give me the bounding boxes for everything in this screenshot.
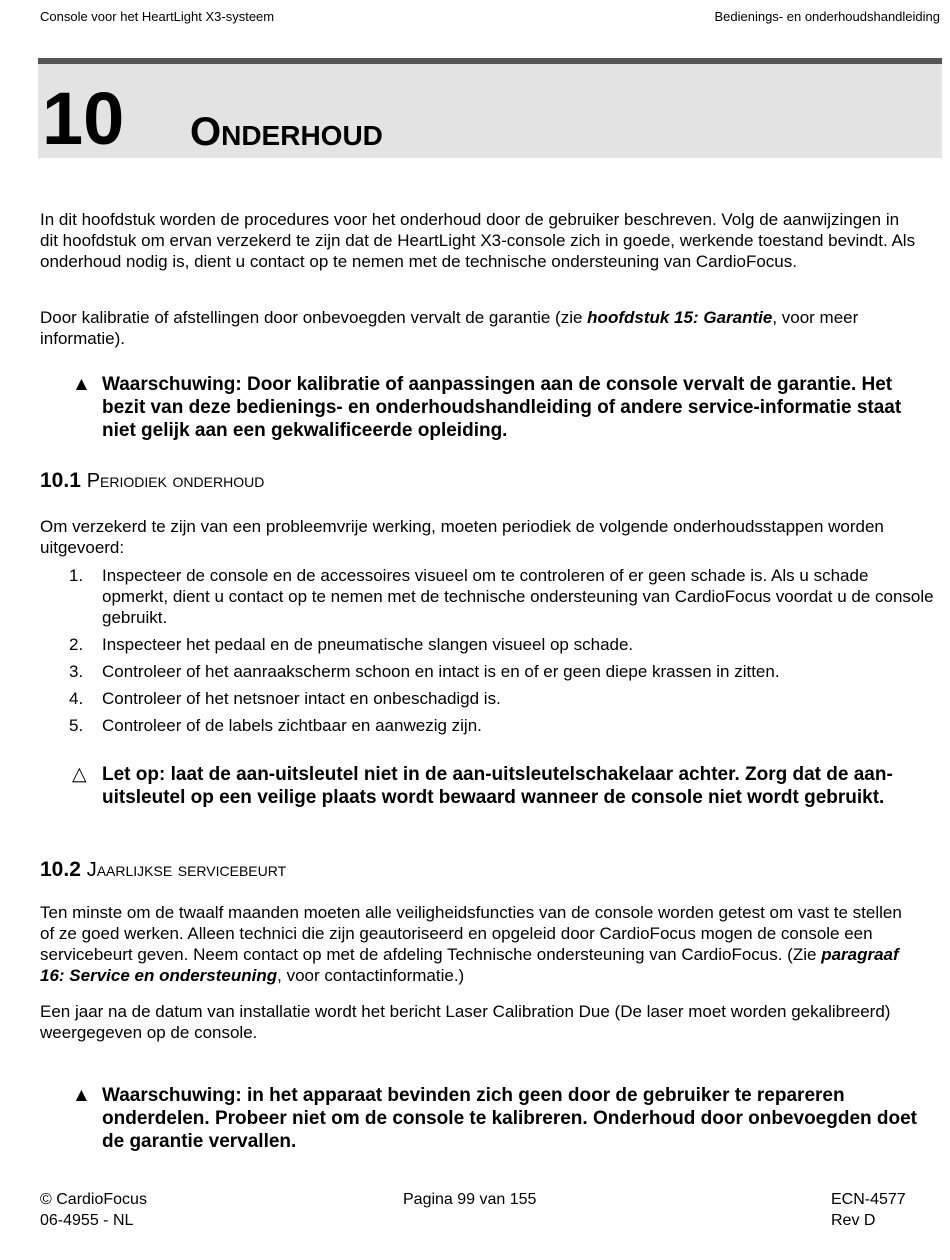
- section-1-intro: Om verzekerd te zijn van een probleemvrije werking, moeten periodiek de volgende onderhoudsstappen worden uitgevoerd:: [40, 517, 884, 557]
- warning-text-2: Waarschuwing: in het apparaat bevinden zich geen door de gebruiker te repareren onderdelen. Probeer niet om de console te kalibreren. Onderhoud door onbevoegden doet de garantie vervallen.: [102, 1085, 918, 1152]
- running-header-left: Console voor het HeartLight X3-systeem: [40, 9, 275, 24]
- page-number: Pagina 99 van 155: [403, 1191, 537, 1208]
- chapter-title: Onderhoud: [190, 110, 383, 154]
- revision: Rev D: [831, 1212, 876, 1229]
- section-heading-10-1: [40, 469, 264, 493]
- warning-box-2: [40, 1084, 935, 1153]
- warning-box-1: [40, 373, 935, 442]
- caution-box: [40, 763, 935, 809]
- footer-right: [831, 1189, 906, 1231]
- list-item-number: 5.: [69, 716, 84, 735]
- list-item: [40, 661, 935, 682]
- section-title: Jaarlijkse servicebeurt: [86, 859, 287, 881]
- caution-triangle-icon: △: [72, 764, 87, 785]
- document-number: 06-4955 - NL: [40, 1212, 134, 1229]
- list-item: [40, 688, 935, 709]
- section-2-paragraph-2: Een jaar na de datum van installatie wordt het bericht Laser Calibration Due (De laser moet worden gekalibreerd) weergegeven op de console.: [40, 1002, 891, 1042]
- section-title: Periodiek onderhoud: [86, 470, 265, 492]
- chapter-heading-band: [38, 58, 942, 158]
- list-item-text: Controleer of het aanraakscherm schoon en intact is en of er geen diepe krassen in zitten.: [102, 662, 780, 681]
- section-heading-10-2: [40, 858, 286, 882]
- list-item-number: 4.: [69, 689, 84, 708]
- footer-left: [40, 1189, 147, 1231]
- intro-paragraph-1: In dit hoofdstuk worden de procedures voor het onderhoud door de gebruiker beschreven. Volg de aanwijzingen in dit hoofdstuk om ervan verzekerd te zijn dat de HeartLight X3-console zich in goede, werkende toestand bevindt. Als onderhoud nodig is, dient u contact op te nemen met de technische ondersteuning van CardioFocus.: [40, 210, 916, 271]
- list-item: [40, 715, 935, 736]
- chapter-number: 10: [42, 77, 125, 160]
- list-item-number: 1.: [69, 566, 84, 585]
- list-item: [40, 565, 935, 628]
- running-header-right: Bedienings- en onderhoudshandleiding: [714, 9, 940, 24]
- warning-text-1: Waarschuwing: Door kalibratie of aanpassingen aan de console vervalt de garantie. Het bezit van deze bedienings- en onderhoudshandleiding of andere service-informatie staat niet gelijk aan een gekwalificeerde opleiding.: [102, 374, 902, 441]
- intro-paragraph-2-text: Door kalibratie of afstellingen door onbevoegden vervalt de garantie (zie: [40, 308, 588, 327]
- list-item-number: 3.: [69, 662, 84, 681]
- list-item-text: Controleer of het netsnoer intact en onbeschadigd is.: [102, 689, 501, 708]
- section-2-paragraph-1: [40, 902, 920, 986]
- section-number: 10.1: [40, 469, 81, 492]
- warning-triangle-icon: ▲: [72, 1085, 91, 1106]
- section-16-reference: paragraaf 16: Service en ondersteuning: [40, 945, 899, 985]
- list-item-text: Inspecteer het pedaal en de pneumatische slangen visueel op schade.: [102, 635, 634, 654]
- list-item-number: 2.: [69, 635, 84, 654]
- copyright: © CardioFocus: [40, 1191, 147, 1208]
- maintenance-steps-list: [40, 565, 935, 742]
- ecn-number: ECN-4577: [831, 1191, 906, 1208]
- list-item: [40, 634, 935, 655]
- warning-triangle-icon: ▲: [72, 374, 91, 395]
- chapter-15-reference: hoofdstuk 15: Garantie: [587, 308, 773, 327]
- section-2-paragraph-1-text: Ten minste om de twaalf maanden moeten alle veiligheidsfuncties van de console worden getest om vast te stellen of ze goed werken. Alleen technici die zijn geautoriseerd en opgeleid door CardioFocus mogen de console een servicebeurt geven. Neem contact op met de afdeling Technische ondersteuning van CardioFocus. (Zie: [40, 903, 902, 964]
- section-number: 10.2: [40, 858, 81, 881]
- intro-paragraph-2: [40, 307, 920, 349]
- caution-text: Let op: laat de aan-uitsleutel niet in de aan-uitsleutelschakelaar achter. Zorg dat de aan-uitsleutel op een veilige plaats wordt bewaard wanneer de console niet wordt gebruikt.: [102, 764, 893, 808]
- section-2-paragraph-1-tail: , voor contactinformatie.): [277, 966, 465, 985]
- list-item-text: Controleer of de labels zichtbaar en aanwezig zijn.: [102, 716, 482, 735]
- intro-paragraph-2-tail: , voor meer informatie).: [40, 308, 859, 348]
- list-item-text: Inspecteer de console en de accessoires visueel om te controleren of er geen schade is. Als u schade opmerkt, dient u contact op te nemen met de technische ondersteuning van CardioFocus voordat u de console gebruikt.: [102, 566, 934, 627]
